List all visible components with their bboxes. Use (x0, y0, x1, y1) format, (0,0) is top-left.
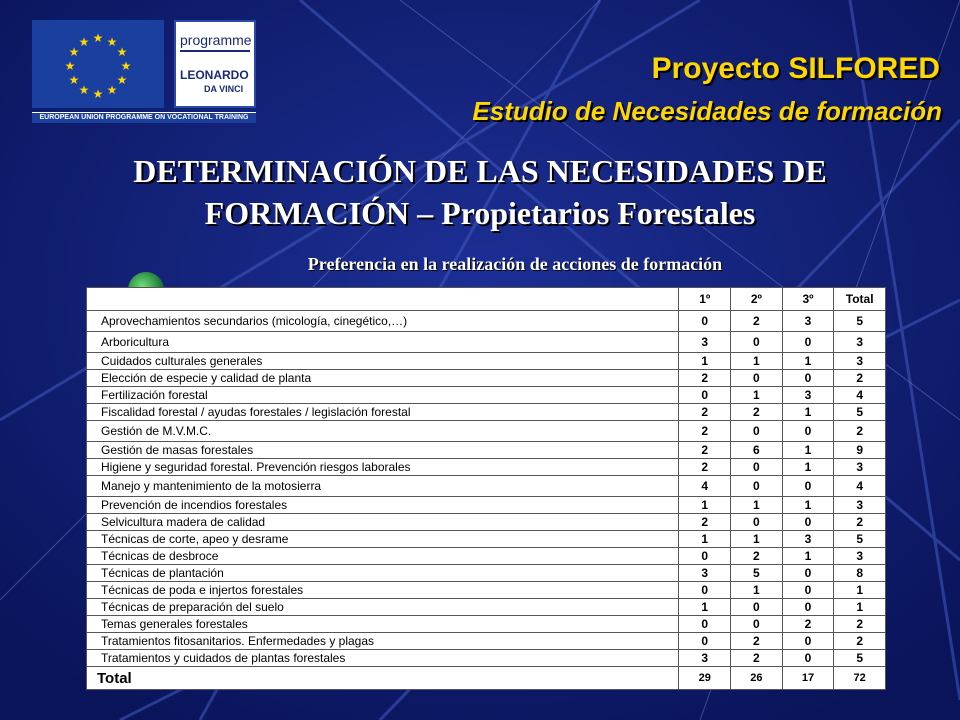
row-value: 2 (679, 421, 731, 442)
row-value: 1 (782, 459, 834, 476)
row-value: 1 (782, 442, 834, 459)
svg-text:★: ★ (64, 59, 76, 73)
row-value: 2 (731, 404, 783, 421)
table-row (87, 565, 886, 582)
row-value: 1 (782, 404, 834, 421)
leonardo-programme-text: programme (180, 32, 252, 48)
row-value: 0 (679, 616, 731, 633)
row-value: 0 (782, 514, 834, 531)
svg-text:★: ★ (68, 73, 80, 87)
heading-line-2: FORMACIÓN – Propietarios Forestales (204, 195, 756, 231)
row-value: 1 (731, 582, 783, 599)
row-value: 2 (679, 459, 731, 476)
row-label: Fertilización forestal (87, 387, 679, 404)
row-value: 0 (782, 633, 834, 650)
row-value: 5 (834, 650, 886, 667)
table-row (87, 353, 886, 370)
row-label: Cuidados culturales generales (87, 353, 679, 370)
total-value: 17 (782, 667, 834, 690)
row-value: 9 (834, 442, 886, 459)
row-value: 0 (731, 514, 783, 531)
row-value: 5 (834, 404, 886, 421)
row-label: Técnicas de preparación del suelo (87, 599, 679, 616)
project-subtitle: Estudio de Necesidades de formación (472, 96, 942, 126)
row-value: 2 (731, 311, 783, 332)
table-row (87, 442, 886, 459)
row-value: 5 (834, 531, 886, 548)
row-label: Gestión de M.V.M.C. (87, 421, 679, 442)
row-value: 6 (731, 442, 783, 459)
row-value: 2 (834, 633, 886, 650)
row-label: Tratamientos y cuidados de plantas forestales (87, 650, 679, 667)
svg-text:★: ★ (116, 73, 128, 87)
row-value: 2 (782, 616, 834, 633)
leonardo-divider (180, 50, 250, 52)
table-row (87, 548, 886, 565)
row-value: 1 (679, 599, 731, 616)
table-row (87, 650, 886, 667)
row-value: 2 (731, 548, 783, 565)
table-row (87, 387, 886, 404)
svg-text:★: ★ (78, 83, 90, 97)
leonardo-davinci-text: DA VINCI (204, 84, 244, 94)
svg-text:★: ★ (92, 31, 104, 45)
row-value: 0 (679, 387, 731, 404)
row-value: 1 (782, 548, 834, 565)
row-value: 1 (731, 531, 783, 548)
row-label: Prevención de incendios forestales (87, 497, 679, 514)
row-value: 2 (731, 633, 783, 650)
row-label: Manejo y mantenimiento de la motosierra (87, 476, 679, 497)
table-row (87, 599, 886, 616)
row-value: 0 (731, 459, 783, 476)
row-value: 0 (731, 476, 783, 497)
row-value: 2 (834, 421, 886, 442)
row-value: 0 (679, 548, 731, 565)
header-cell-third: 3º (782, 288, 834, 311)
row-value: 0 (782, 421, 834, 442)
svg-text:★: ★ (78, 35, 90, 49)
row-value: 0 (731, 370, 783, 387)
row-value: 0 (731, 616, 783, 633)
row-value: 1 (679, 497, 731, 514)
total-value: 72 (834, 667, 886, 690)
row-value: 1 (679, 531, 731, 548)
row-value: 0 (679, 311, 731, 332)
row-value: 3 (679, 650, 731, 667)
table-row (87, 311, 886, 332)
row-value: 4 (834, 387, 886, 404)
header-cell-second: 2º (731, 288, 783, 311)
row-value: 0 (782, 565, 834, 582)
svg-text:★: ★ (116, 45, 128, 59)
row-label: Aprovechamientos secundarios (micología, cinegético,…) (87, 311, 679, 332)
row-value: 0 (731, 599, 783, 616)
table-row (87, 421, 886, 442)
table-row (87, 582, 886, 599)
row-label: Higiene y seguridad forestal. Prevención riesgos laborales (87, 459, 679, 476)
row-value: 1 (731, 387, 783, 404)
row-value: 2 (679, 442, 731, 459)
row-label: Tratamientos fitosanitarios. Enfermedades y plagas (87, 633, 679, 650)
svg-text:★: ★ (120, 59, 132, 73)
table-caption: Preferencia en la realización de acciones de formación (307, 254, 723, 274)
row-value: 3 (834, 332, 886, 353)
total-value: 26 (731, 667, 783, 690)
row-value: 0 (782, 650, 834, 667)
row-value: 0 (731, 421, 783, 442)
heading-line-1: DETERMINACIÓN DE LAS NECESIDADES DE (133, 153, 827, 189)
table-body (87, 311, 886, 690)
row-label: Gestión de masas forestales (87, 442, 679, 459)
eu-flag-icon (32, 20, 164, 108)
row-value: 2 (679, 370, 731, 387)
row-value: 0 (782, 599, 834, 616)
row-value: 1 (782, 353, 834, 370)
row-value: 0 (679, 582, 731, 599)
page-heading (60, 150, 900, 234)
row-value: 1 (834, 582, 886, 599)
row-value: 5 (834, 311, 886, 332)
table-row (87, 404, 886, 421)
row-label: Técnicas de plantación (87, 565, 679, 582)
eu-programme-banner: EUROPEAN UNION PROGRAMME ON VOCATIONAL TRAINING (32, 112, 256, 123)
row-value: 0 (782, 332, 834, 353)
row-value: 0 (782, 370, 834, 387)
leonardo-logo (174, 20, 256, 108)
row-value: 3 (834, 497, 886, 514)
project-title: Proyecto SILFORED (651, 52, 940, 85)
svg-text:★: ★ (106, 83, 118, 97)
training-preferences-table (86, 287, 886, 690)
row-value: 0 (782, 582, 834, 599)
row-value: 0 (782, 476, 834, 497)
row-value: 0 (731, 332, 783, 353)
row-value: 2 (834, 616, 886, 633)
row-value: 2 (679, 404, 731, 421)
row-value: 1 (731, 353, 783, 370)
table-row (87, 633, 886, 650)
row-value: 1 (834, 599, 886, 616)
table-row (87, 332, 886, 353)
table-header-row (87, 288, 886, 311)
svg-text:★: ★ (68, 45, 80, 59)
row-value: 3 (834, 548, 886, 565)
row-label: Técnicas de desbroce (87, 548, 679, 565)
row-label: Arboricultura (87, 332, 679, 353)
table-row (87, 459, 886, 476)
row-label: Elección de especie y calidad de planta (87, 370, 679, 387)
row-label: Técnicas de corte, apeo y desrame (87, 531, 679, 548)
row-value: 2 (834, 514, 886, 531)
row-value: 0 (679, 633, 731, 650)
header-cell-label (87, 288, 679, 311)
row-value: 4 (834, 476, 886, 497)
row-value: 3 (834, 353, 886, 370)
table-total-row (87, 667, 886, 690)
row-value: 5 (731, 565, 783, 582)
row-value: 3 (782, 387, 834, 404)
header-cell-total: Total (834, 288, 886, 311)
row-value: 1 (731, 497, 783, 514)
table-row (87, 616, 886, 633)
row-value: 3 (834, 459, 886, 476)
eu-leonardo-logo (32, 20, 256, 122)
row-value: 3 (782, 311, 834, 332)
row-label: Selvicultura madera de calidad (87, 514, 679, 531)
table-row (87, 497, 886, 514)
row-value: 1 (679, 353, 731, 370)
row-value: 3 (679, 565, 731, 582)
svg-text:★: ★ (106, 35, 118, 49)
header-cell-first: 1º (679, 288, 731, 311)
table-row (87, 531, 886, 548)
total-value: 29 (679, 667, 731, 690)
row-value: 1 (782, 497, 834, 514)
row-value: 2 (679, 514, 731, 531)
table-row (87, 514, 886, 531)
svg-text:★: ★ (92, 87, 104, 101)
row-value: 3 (679, 332, 731, 353)
row-value: 4 (679, 476, 731, 497)
total-label: Total (87, 667, 679, 690)
row-value: 8 (834, 565, 886, 582)
row-label: Temas generales forestales (87, 616, 679, 633)
row-value: 2 (834, 370, 886, 387)
table-row (87, 370, 886, 387)
row-label: Técnicas de poda e injertos forestales (87, 582, 679, 599)
table-row (87, 476, 886, 497)
row-label: Fiscalidad forestal / ayudas forestales / legislación forestal (87, 404, 679, 421)
row-value: 3 (782, 531, 834, 548)
row-value: 2 (731, 650, 783, 667)
leonardo-name-text: LEONARDO (180, 68, 249, 82)
training-preferences-table-container (86, 287, 886, 690)
